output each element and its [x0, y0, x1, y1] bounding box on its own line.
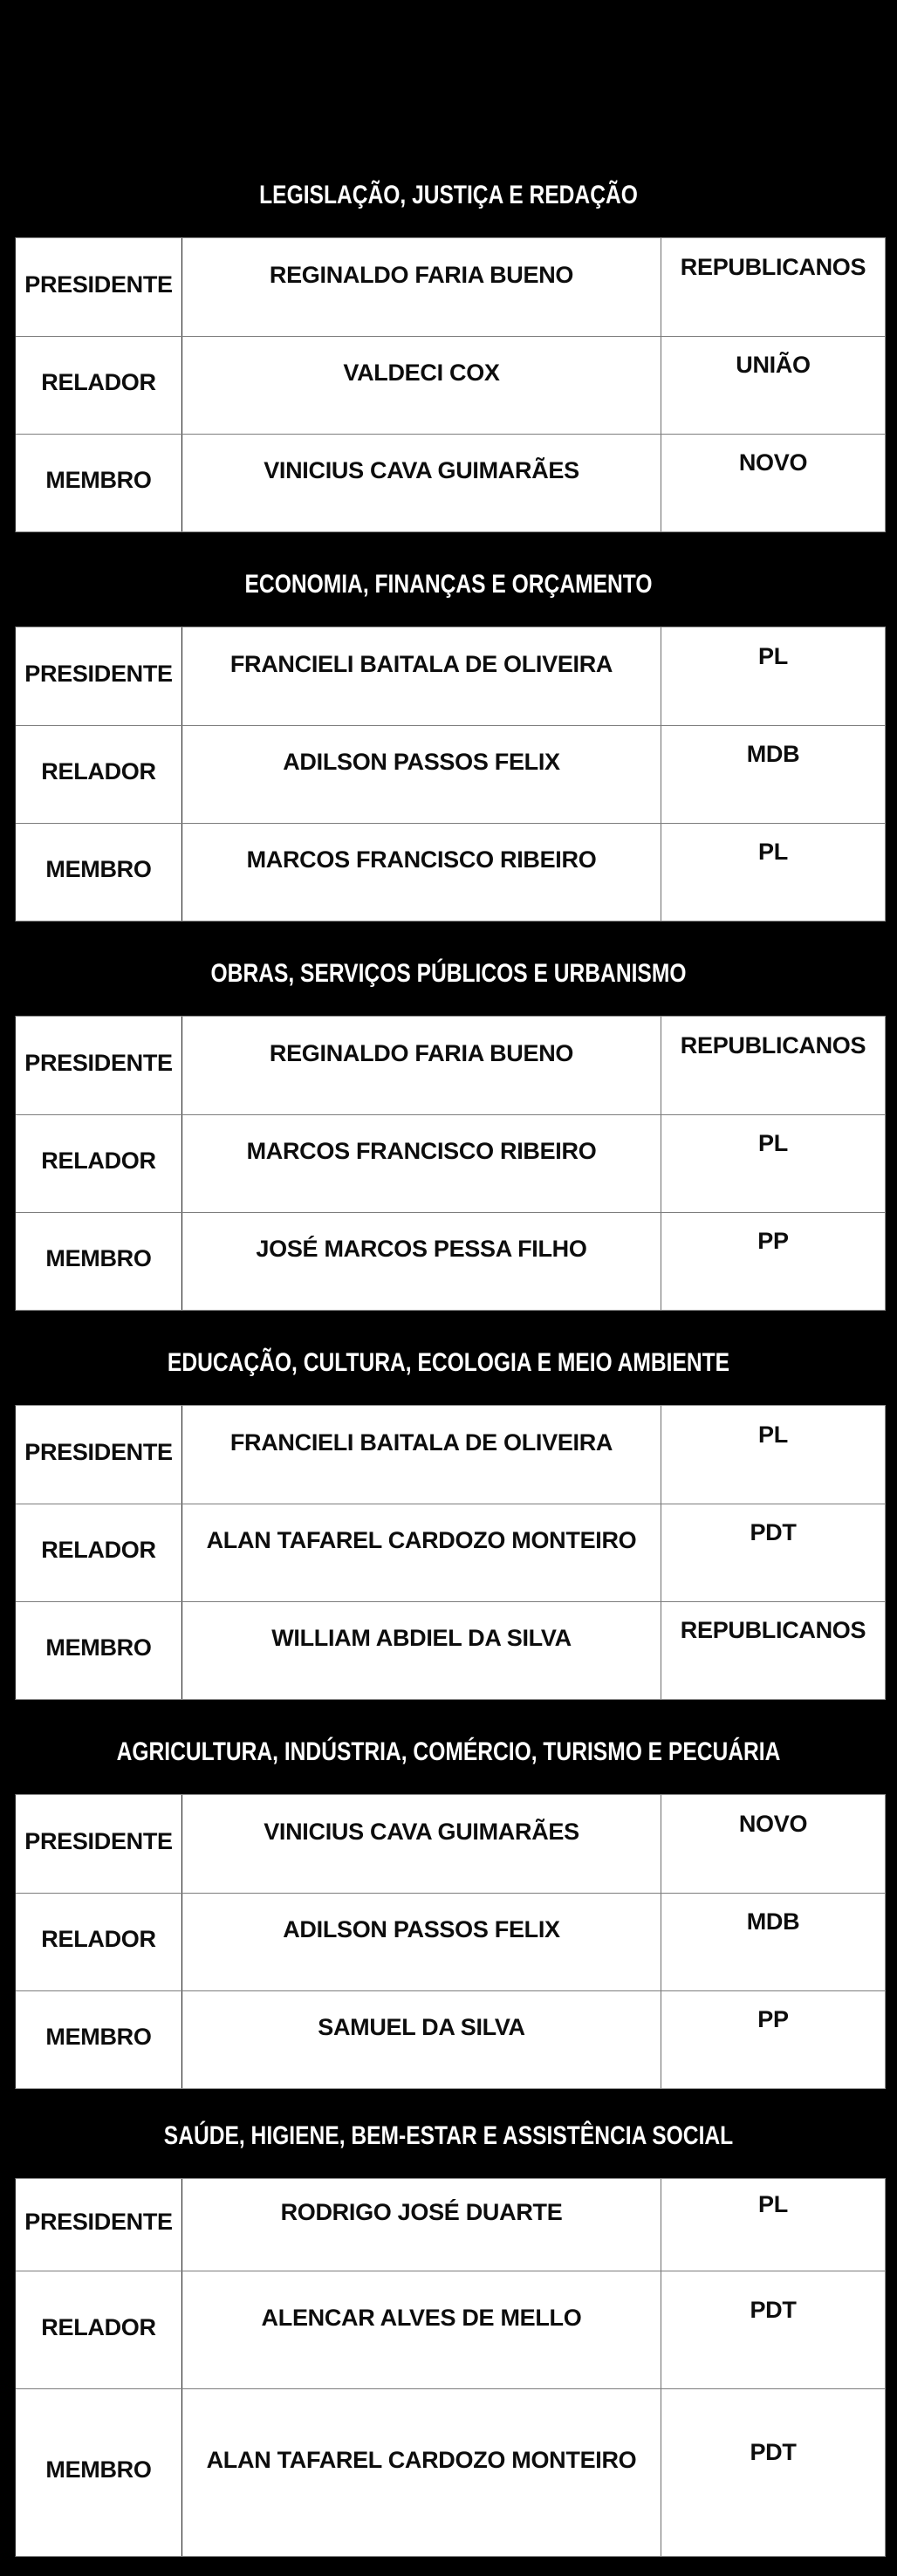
role-cell: PRESIDENTE — [24, 660, 173, 687]
party-cell: NOVO — [738, 1810, 808, 1837]
party-cell: PP — [757, 2006, 789, 2032]
role-cell: PRESIDENTE — [24, 1827, 173, 1854]
name-cell: ADILSON PASSOS FELIX — [181, 1894, 661, 1990]
table-row — [16, 2179, 885, 2271]
table-row — [16, 1601, 885, 1699]
table-row — [16, 627, 885, 725]
party-cell: PL — [758, 1130, 788, 1156]
role-cell: RELADOR — [41, 369, 156, 395]
party-cell: PDT — [750, 2296, 797, 2323]
table-row — [16, 434, 885, 531]
committee-table — [15, 627, 886, 921]
committee-title: OBRAS, SERVIÇOS PÚBLICOS E URBANISMO — [210, 959, 687, 988]
role-cell: MEMBRO — [45, 2456, 152, 2483]
role-cell: RELADOR — [41, 758, 156, 784]
name-cell: ALENCAR ALVES DE MELLO — [181, 2271, 661, 2388]
committee-title: SAÚDE, HIGIENE, BEM-ESTAR E ASSISTÊNCIA SOCIAL — [163, 2121, 734, 2150]
committee-section-obras — [0, 921, 897, 1311]
name-cell: FRANCIELI BAITALA DE OLIVEIRA — [181, 627, 661, 725]
party-cell: PL — [758, 2191, 788, 2217]
role-cell: PRESIDENTE — [24, 1438, 173, 1465]
role-cell: MEMBRO — [45, 1634, 152, 1661]
committee-table — [15, 1794, 886, 2089]
name-cell: VINICIUS CAVA GUIMARÃES — [181, 435, 661, 531]
table-row — [16, 1795, 885, 1893]
table-row — [16, 823, 885, 921]
party-cell: REPUBLICANOS — [680, 1031, 866, 1058]
table-row — [16, 1406, 885, 1504]
name-cell: VINICIUS CAVA GUIMARÃES — [181, 1795, 661, 1893]
role-cell: MEMBRO — [45, 467, 152, 493]
party-cell: REPUBLICANOS — [680, 1617, 866, 1643]
committee-table — [15, 1405, 886, 1700]
role-cell: RELADOR — [41, 2313, 156, 2340]
party-cell: MDB — [746, 1908, 800, 1935]
role-cell: MEMBRO — [45, 856, 152, 882]
name-cell: REGINALDO FARIA BUENO — [181, 238, 661, 336]
name-cell: RODRIGO JOSÉ DUARTE — [181, 2179, 661, 2271]
table-row — [16, 238, 885, 336]
table-row — [16, 1114, 885, 1212]
name-cell: REGINALDO FARIA BUENO — [181, 1017, 661, 1114]
name-cell: ADILSON PASSOS FELIX — [181, 726, 661, 823]
name-cell: VALDECI COX — [181, 337, 661, 434]
name-cell: MARCOS FRANCISCO RIBEIRO — [181, 824, 661, 921]
name-cell: JOSÉ MARCOS PESSA FILHO — [181, 1213, 661, 1310]
committee-section-legislacao — [0, 0, 897, 532]
role-cell: RELADOR — [41, 1148, 156, 1174]
role-cell: RELADOR — [41, 1537, 156, 1563]
party-cell: PP — [757, 1228, 789, 1254]
table-row — [16, 1017, 885, 1114]
name-cell: WILLIAM ABDIEL DA SILVA — [181, 1602, 661, 1699]
table-row — [16, 1893, 885, 1990]
party-cell: NOVO — [738, 449, 808, 476]
party-cell: PDT — [750, 2439, 797, 2465]
party-cell: PDT — [750, 1519, 797, 1545]
committee-title: ECONOMIA, FINANÇAS E ORÇAMENTO — [244, 570, 653, 599]
name-cell: ALAN TAFAREL CARDOZO MONTEIRO — [181, 1504, 661, 1601]
party-cell: PL — [758, 642, 788, 669]
role-cell: PRESIDENTE — [24, 271, 173, 298]
committee-title: LEGISLAÇÃO, JUSTIÇA E REDAÇÃO — [259, 181, 638, 209]
role-cell: MEMBRO — [45, 1245, 152, 1271]
committee-table — [15, 2178, 886, 2557]
party-cell: MDB — [746, 741, 800, 767]
role-cell: MEMBRO — [45, 2024, 152, 2050]
table-row — [16, 1212, 885, 1310]
name-cell: MARCOS FRANCISCO RIBEIRO — [181, 1115, 661, 1212]
table-row — [16, 1504, 885, 1601]
role-cell: RELADOR — [41, 1926, 156, 1952]
table-row — [16, 2271, 885, 2388]
name-cell: ALAN TAFAREL CARDOZO MONTEIRO — [181, 2389, 661, 2556]
name-cell: SAMUEL DA SILVA — [181, 1991, 661, 2088]
committee-section-saude — [0, 2089, 897, 2557]
party-cell: REPUBLICANOS — [680, 253, 866, 280]
table-row — [16, 336, 885, 434]
committee-section-economia — [0, 532, 897, 921]
committee-table — [15, 1016, 886, 1311]
committee-title: EDUCAÇÃO, CULTURA, ECOLOGIA E MEIO AMBIENTE — [167, 1348, 730, 1377]
committee-section-agricultura — [0, 1700, 897, 2089]
table-row — [16, 1990, 885, 2088]
party-cell: PL — [758, 1421, 788, 1448]
role-cell: PRESIDENTE — [24, 2209, 173, 2235]
party-cell: UNIÃO — [736, 352, 811, 378]
role-cell: PRESIDENTE — [24, 1049, 173, 1076]
name-cell: FRANCIELI BAITALA DE OLIVEIRA — [181, 1406, 661, 1504]
committee-title: AGRICULTURA, INDÚSTRIA, COMÉRCIO, TURISMO E PECUÁRIA — [116, 1737, 781, 1766]
committee-table — [15, 237, 886, 532]
party-cell: PL — [758, 839, 788, 865]
committee-section-educacao — [0, 1311, 897, 1700]
table-row — [16, 725, 885, 823]
table-row — [16, 2388, 885, 2556]
